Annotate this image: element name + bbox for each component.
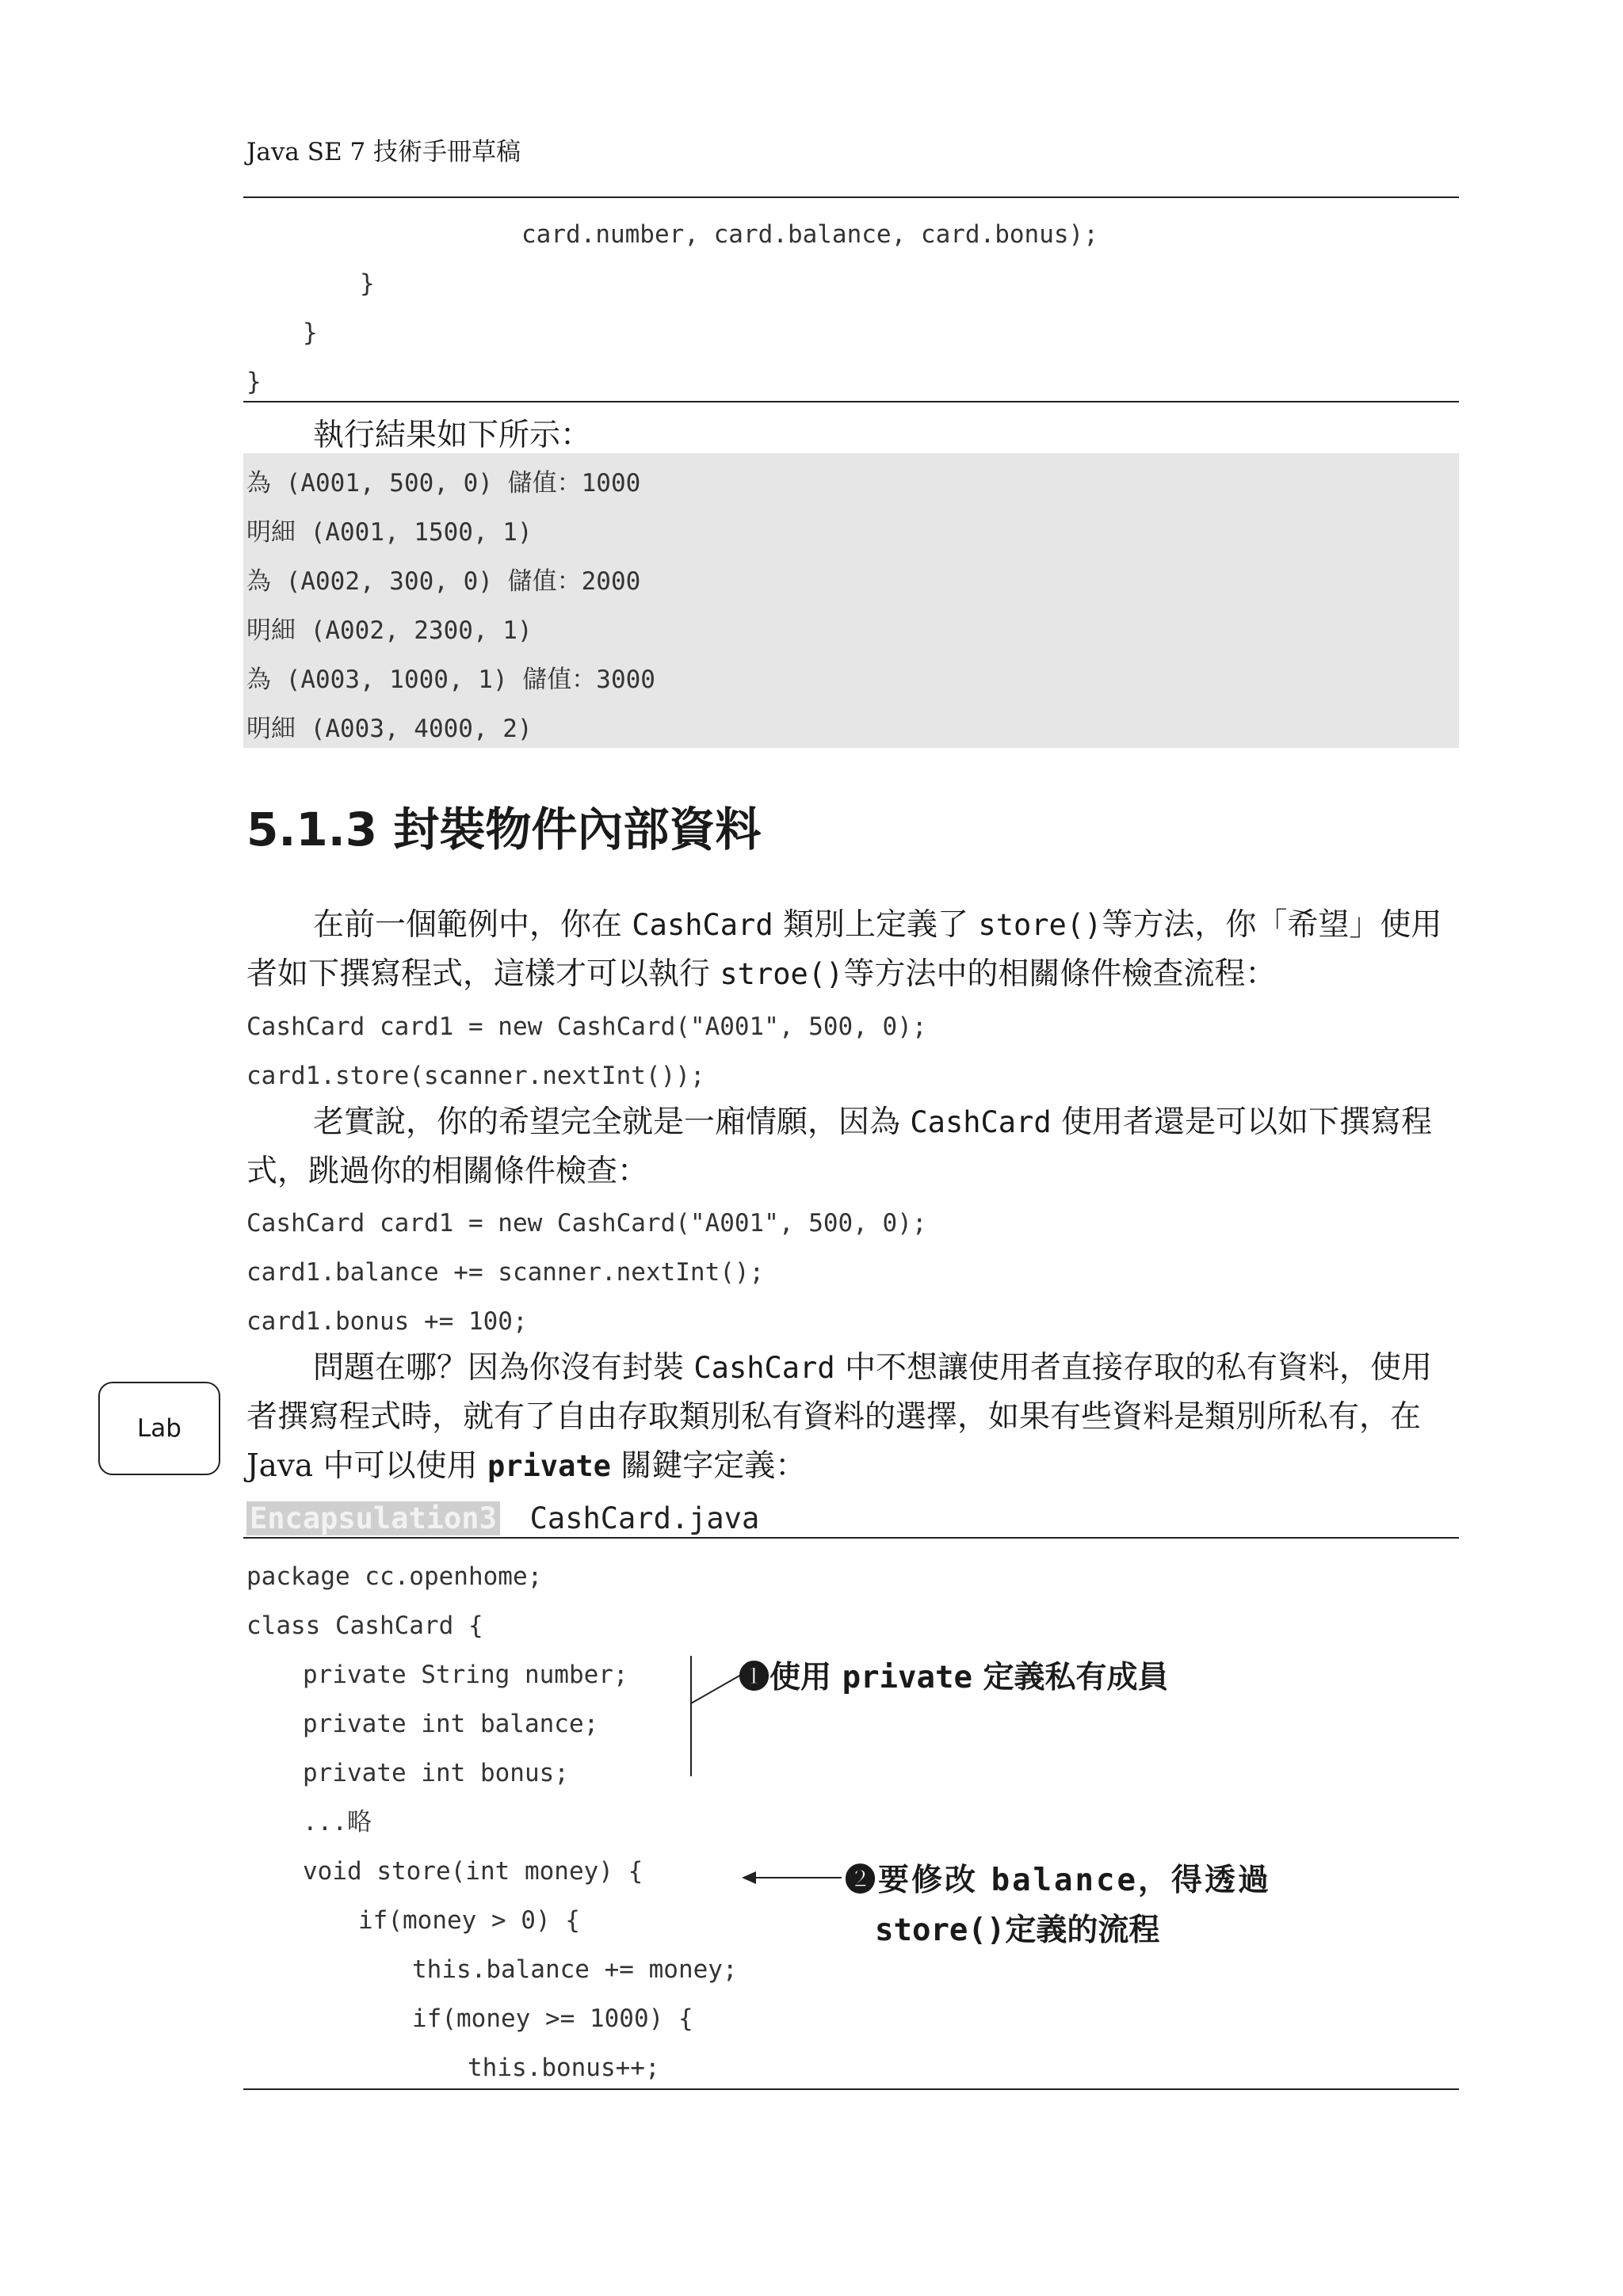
code-line: this.balance += money; xyxy=(412,1955,738,1984)
output-line: 明細 (A001, 1500, 1) xyxy=(246,518,533,547)
file-name: CashCard.java xyxy=(529,1501,760,1535)
output-line: 明細 (A002, 2300, 1) xyxy=(246,616,533,645)
code-line: class CashCard { xyxy=(246,1611,483,1640)
code-line: this.bonus++; xyxy=(468,2054,660,2082)
code-line: card1.balance += scanner.nextInt(); xyxy=(246,1258,765,1287)
code-line: private int balance; xyxy=(303,1710,599,1738)
output-line: 明細 (A003, 4000, 2) xyxy=(246,715,533,743)
running-header: Java SE 7 技術手冊草稿 xyxy=(246,138,521,166)
code-line: } xyxy=(360,269,375,298)
code-line: card.number, card.balance, card.bonus); xyxy=(521,220,1098,249)
output-line: 為 (A002, 300, 0) 儲值：2000 xyxy=(246,567,641,596)
code-line: CashCard card1 = new CashCard("A001", 500, 0); xyxy=(246,1013,927,1041)
code-line: void store(int money) { xyxy=(303,1857,643,1886)
bracket-pointer xyxy=(691,1675,741,1703)
code-line: } xyxy=(246,368,262,396)
code-line: card1.store(scanner.nextInt()); xyxy=(246,1062,705,1090)
code-line: if(money >= 1000) { xyxy=(412,2004,693,2033)
annotation-store-flow: ❷要修改 balance，得透過 store()定義的流程 xyxy=(845,1862,1271,1948)
section-title: 封裝物件內部資料 xyxy=(393,803,762,856)
output-line: 為 (A001, 500, 0) 儲值：1000 xyxy=(246,469,641,498)
paragraph: 問題在哪？因為你沒有封裝 CashCard 中不想讓使用者直接存取的私有資料，使用者撰寫程式時，就有了自由存取類別私有資料的選擇，如果有些資料是類別所私有，在 Java 中可以使用 private 關鍵字定義： xyxy=(246,1350,1433,1484)
code-line: } xyxy=(303,318,318,347)
output-line: 為 (A003, 1000, 1) 儲值：3000 xyxy=(246,666,655,694)
code-line: if(money > 0) { xyxy=(358,1906,580,1935)
lab-label: Lab xyxy=(137,1414,181,1443)
paragraph: 老實說，你的希望完全就是一廂情願，因為 CashCard 使用者還是可以如下撰寫程式，跳過你的相關條件檢查： xyxy=(246,1104,1433,1189)
code-line: card1.bonus += 100; xyxy=(246,1307,528,1336)
code-line: ...略 xyxy=(303,1808,372,1836)
annotation-private-members: ❶使用 private 定義私有成員 xyxy=(739,1659,1169,1695)
callout-marker-2: ❷ xyxy=(845,1862,879,1898)
callout-marker-1: ❶ xyxy=(739,1659,770,1695)
paragraph: 在前一個範例中，你在 CashCard 類別上定義了 store()等方法，你「希望」使用者如下撰寫程式，這樣才可以執行 stroe()等方法中的相關條件檢查流程： xyxy=(246,907,1442,992)
code-line: package cc.openhome; xyxy=(246,1562,543,1591)
code-line: private String number; xyxy=(303,1661,628,1689)
arrow-head xyxy=(742,1871,756,1884)
project-name: Encapsulation3 xyxy=(246,1501,500,1535)
code-line: CashCard card1 = new CashCard("A001", 500, 0); xyxy=(246,1209,927,1238)
section-number: 5.1.3 xyxy=(246,803,378,856)
code-line: private int bonus; xyxy=(303,1759,569,1787)
run-result-intro: 執行結果如下所示： xyxy=(313,418,592,453)
